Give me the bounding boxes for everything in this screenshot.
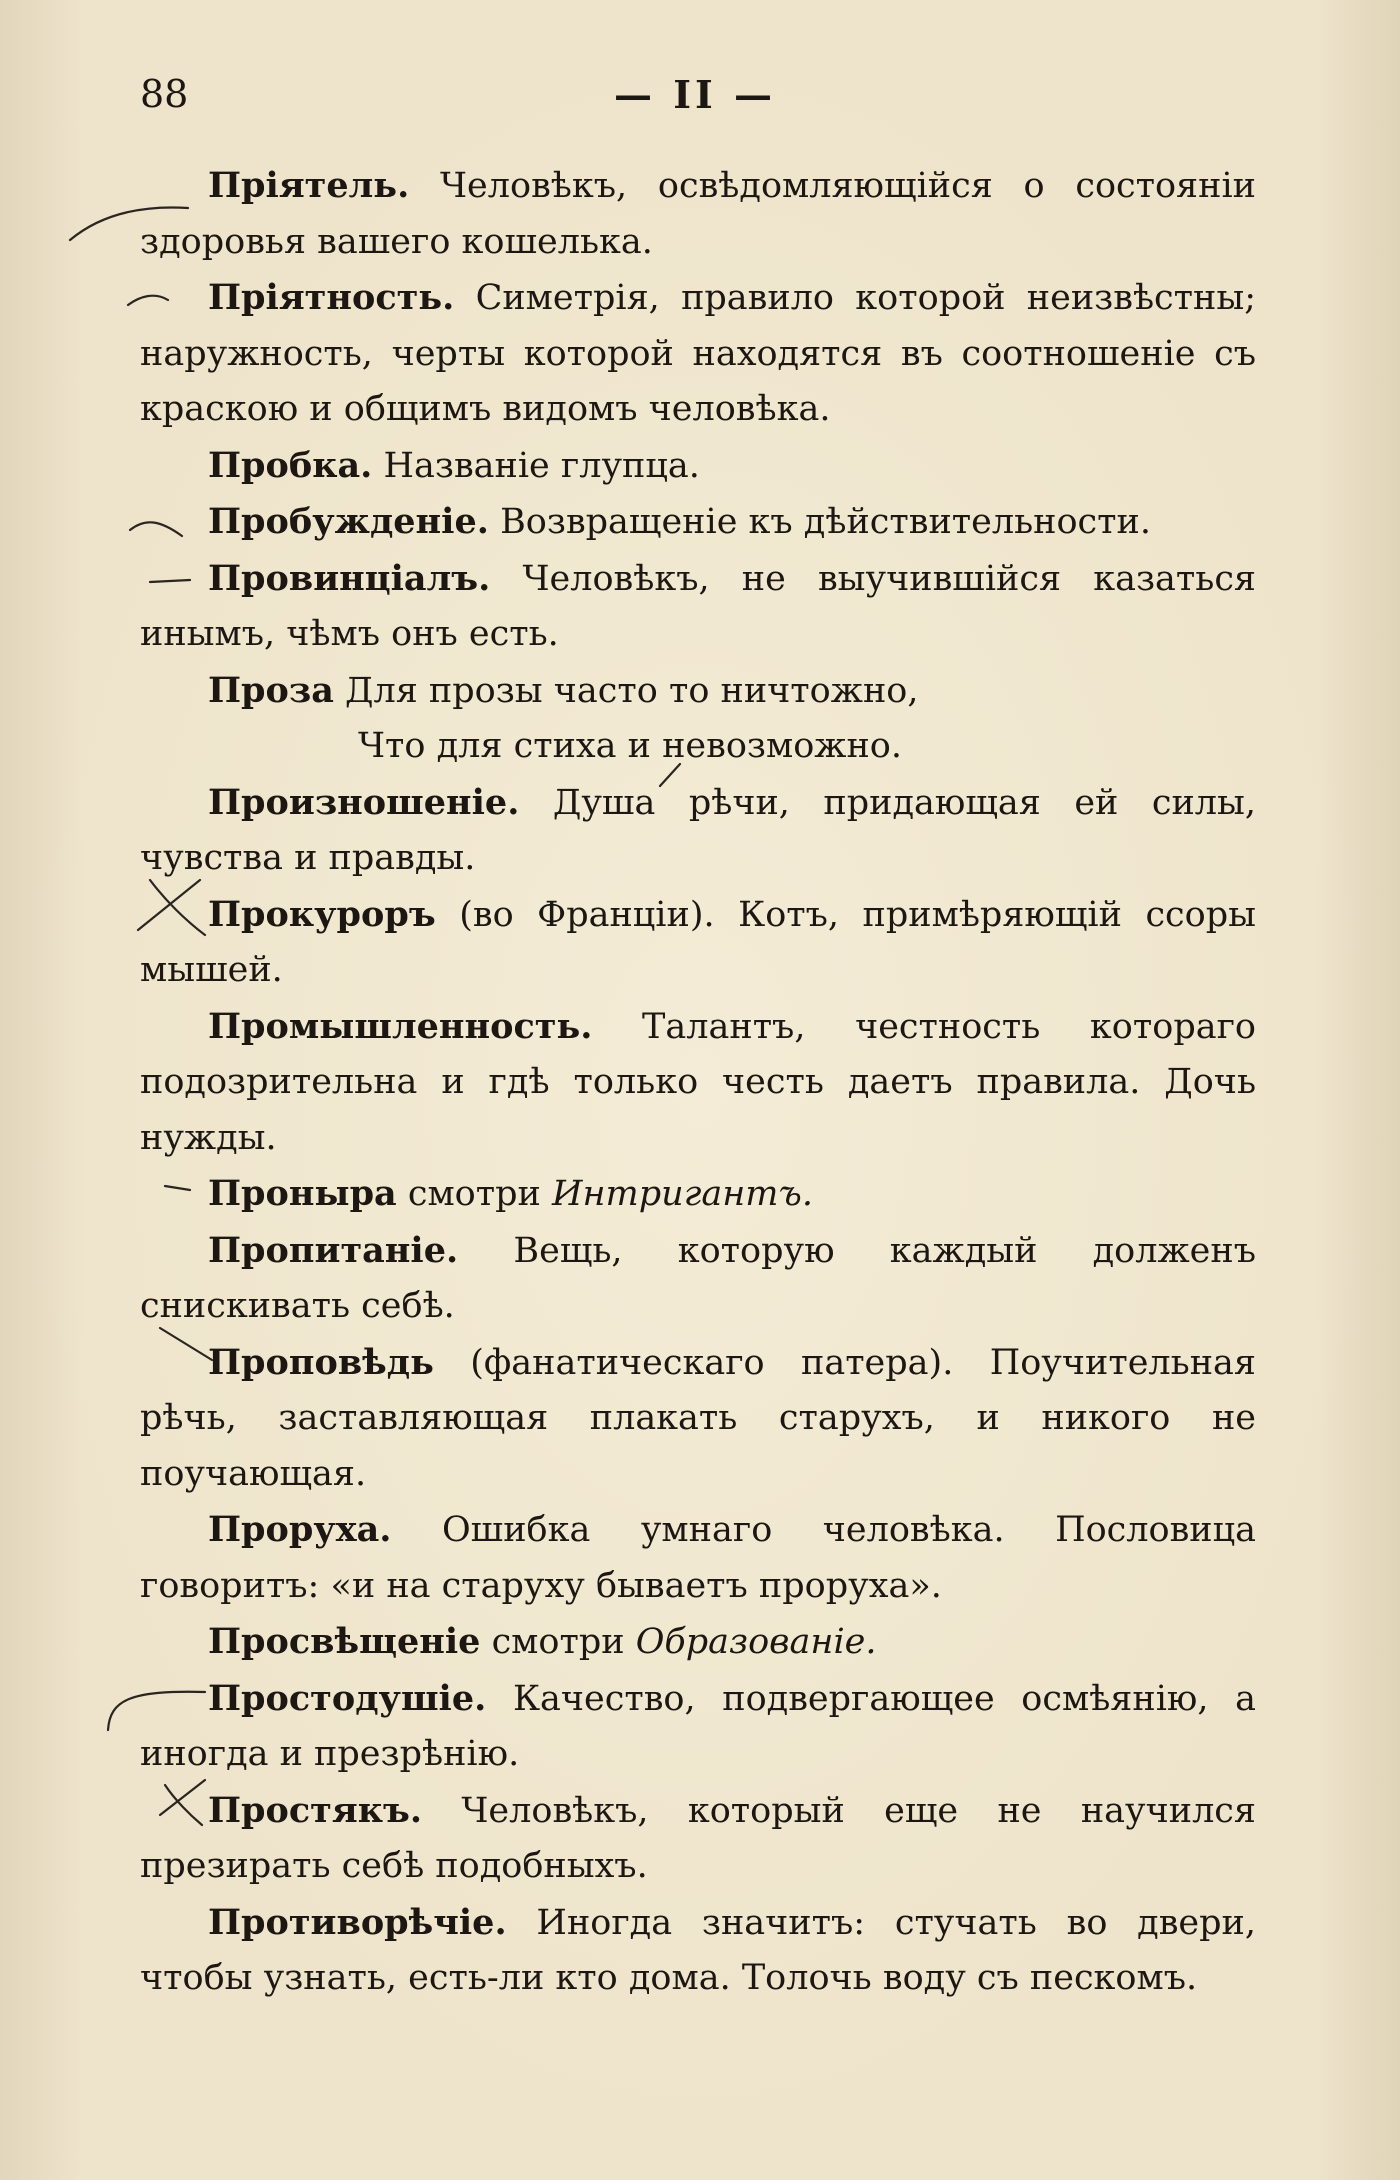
entry-term: Провинціалъ. bbox=[208, 557, 491, 599]
dictionary-entry bbox=[140, 1223, 1256, 1335]
entry-term: Пропитаніе. bbox=[208, 1229, 459, 1271]
entry-term: Проруха. bbox=[208, 1509, 392, 1550]
dictionary-entry bbox=[140, 1335, 1256, 1503]
entry-term: Пріятель. bbox=[208, 165, 410, 206]
entry-term: Произношеніе. bbox=[208, 781, 520, 823]
dictionary-entry bbox=[140, 1895, 1256, 2007]
dictionary-entry bbox=[140, 887, 1256, 999]
page-header bbox=[140, 72, 1250, 132]
dictionary-entry bbox=[140, 1614, 1256, 1671]
entry-definition: Человѣкъ, освѣдомляющійся о состояніи здоровья вашего кошелька. bbox=[140, 166, 1256, 262]
entry-definition: Вещь, которую каждый долженъ снискивать себѣ. bbox=[140, 1230, 1256, 1326]
entry-definition: (фанатическаго патера). Поучительная рѣчь, заставляющая плакать старухъ, и никого не поучающая. bbox=[140, 1342, 1256, 1494]
entry-definition: Возвращеніе къ дѣйствительности. bbox=[488, 502, 1151, 542]
entry-definition: Ошибка умнаго человѣка. Пословица говоритъ: «и на старуху бываетъ проруха». bbox=[140, 1510, 1256, 1606]
entry-definition: смотри bbox=[396, 1174, 552, 1214]
dictionary-entry bbox=[140, 494, 1256, 551]
entry-term: Пріятность. bbox=[208, 277, 455, 318]
entry-definition: смотри bbox=[480, 1622, 636, 1662]
dictionary-entries bbox=[140, 158, 1256, 2007]
entry-definition: (во Франціи). Котъ, примѣряющій ссоры мышей. bbox=[140, 894, 1256, 990]
dictionary-entry bbox=[140, 775, 1256, 887]
dictionary-entry bbox=[140, 999, 1256, 1167]
entry-definition: Душа рѣчи, придающая ей силы, чувства и правды. bbox=[140, 782, 1256, 878]
dictionary-entry bbox=[140, 1166, 1256, 1223]
entry-definition: Симетрія, правило которой неизвѣстны; наружность, черты которой находятся въ соотношеніе съ краскою и общимъ видомъ человѣка. bbox=[140, 278, 1256, 429]
dictionary-entry bbox=[140, 551, 1256, 663]
entry-term: Проныра bbox=[208, 1173, 397, 1214]
entry-term: Пробка. bbox=[208, 444, 373, 486]
entry-term: Противорѣчіе. bbox=[208, 1901, 507, 1943]
entry-term: Проза bbox=[208, 669, 334, 711]
entry-term: Простодушіе. bbox=[208, 1677, 487, 1719]
entry-definition: Иногда значитъ: стучать во двери, чтобы узнать, есть-ли кто дома. Толочь воду съ пескомъ. bbox=[140, 1902, 1256, 1998]
entry-term: Простякъ. bbox=[208, 1789, 423, 1831]
dictionary-entry bbox=[140, 438, 1256, 495]
page-number: 88 bbox=[140, 72, 189, 116]
entry-term: Пробужденіе. bbox=[208, 501, 489, 542]
dictionary-entry bbox=[140, 1671, 1256, 1783]
entry-term: Прокуроръ bbox=[208, 893, 436, 935]
dictionary-entry bbox=[140, 1783, 1256, 1895]
entry-term: Промышленность. bbox=[208, 1005, 593, 1047]
entry-definition: Для прозы часто то ничтожно, bbox=[333, 670, 919, 711]
dictionary-entry bbox=[140, 1502, 1256, 1614]
entry-definition: Человѣкъ, который еще не научился презирать себѣ подобныхъ. bbox=[140, 1790, 1256, 1886]
entry-cross-reference: Интригантъ. bbox=[551, 1174, 813, 1214]
entry-definition: Человѣкъ, не выучившійся казаться инымъ, чѣмъ онъ есть. bbox=[140, 558, 1256, 654]
dictionary-entry bbox=[140, 158, 1256, 270]
signature-mark: — II — bbox=[613, 72, 776, 117]
entry-definition: Названіе глупца. bbox=[372, 445, 700, 486]
entry-definition: Талантъ, честность котораго подозрительна и гдѣ только честь даетъ правила. Дочь нужды. bbox=[140, 1006, 1256, 1158]
entry-cross-reference: Образованіе. bbox=[635, 1622, 877, 1662]
entry-term: Проповѣдь bbox=[208, 1341, 434, 1383]
entry-definition: Качество, подвергающее осмѣянію, а иногда и презрѣнію. bbox=[140, 1678, 1256, 1774]
dictionary-entry bbox=[140, 663, 1256, 720]
dictionary-entry bbox=[140, 270, 1256, 438]
entry-term: Просвѣщеніе bbox=[208, 1621, 481, 1662]
verse-line: Что для стиха и невозможно. bbox=[358, 726, 903, 766]
